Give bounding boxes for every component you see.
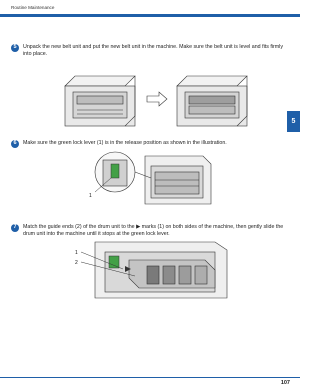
running-header: Routine Maintenance [11, 5, 55, 10]
step-number-badge: 7 [11, 224, 19, 232]
header-rule [0, 14, 300, 17]
step-number-badge: 6 [11, 140, 19, 148]
callout-1: 1 [75, 250, 78, 256]
lock-lever-illustration [85, 150, 215, 208]
chapter-tab: 5 [287, 111, 300, 132]
page-number: 107 [280, 380, 290, 386]
callout-2: 2 [75, 260, 78, 266]
step-text: Match the guide ends (2) of the drum unit to the ▶ marks (1) on both sides of the machine, then gently slide the drum unit into the machine until it stops at the green lock lever. [23, 224, 284, 238]
drum-unit-illustration [65, 236, 235, 304]
arrow-right-icon [147, 92, 167, 106]
step-text: Make sure the green lock lever (1) is in the release position as shown in the illustration. [23, 140, 227, 146]
green-lock-lever [109, 256, 119, 268]
callout-1: 1 [89, 193, 92, 199]
step-text: Unpack the new belt unit and put the new belt unit in the machine. Make sure the belt unit is level and fits firmly into place. [23, 44, 283, 58]
footer-rule [0, 377, 300, 378]
step-number-badge: 5 [11, 44, 19, 52]
belt-unit-illustration [55, 66, 255, 130]
green-lock-lever [111, 164, 119, 178]
